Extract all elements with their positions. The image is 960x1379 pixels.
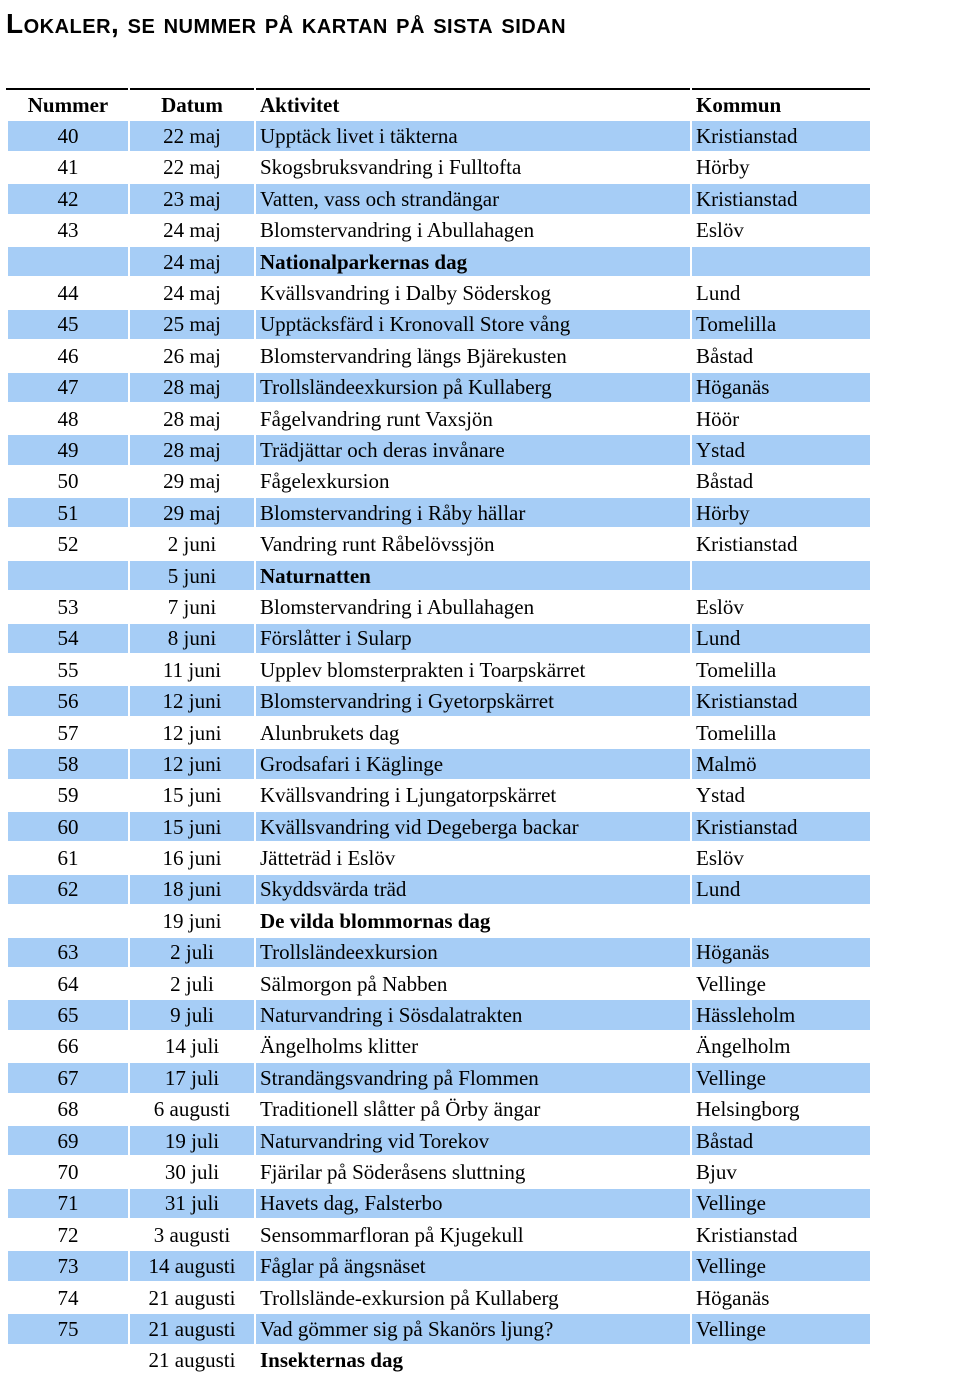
- cell-aktivitet: Naturvandring vid Torekov: [255, 1125, 691, 1156]
- cell-aktivitet: Kvällsvandring i Ljungatorpskärret: [255, 780, 691, 811]
- cell-aktivitet: Blomstervandring i Råby hällar: [255, 497, 691, 528]
- table-row: [7, 1219, 871, 1250]
- cell-datum: 9 juli: [129, 999, 255, 1030]
- cell-nummer: 49: [7, 434, 129, 465]
- cell-kommun: Båstad: [691, 466, 871, 497]
- cell-nummer: 63: [7, 937, 129, 968]
- cell-kommun: Höganäs: [691, 1282, 871, 1313]
- cell-aktivitet: Blomstervandring i Gyetorpskärret: [255, 685, 691, 716]
- table-row: [7, 152, 871, 183]
- table-row: [7, 183, 871, 214]
- cell-aktivitet: Havets dag, Falsterbo: [255, 1188, 691, 1219]
- cell-kommun: Höganäs: [691, 372, 871, 403]
- cell-nummer: 43: [7, 215, 129, 246]
- cell-datum: 16 juni: [129, 842, 255, 873]
- cell-datum: 28 maj: [129, 434, 255, 465]
- cell-kommun: Tomelilla: [691, 654, 871, 685]
- table-row: [7, 560, 871, 591]
- cell-datum: 12 juni: [129, 717, 255, 748]
- cell-datum: 11 juni: [129, 654, 255, 685]
- cell-kommun: Lund: [691, 623, 871, 654]
- cell-nummer: 54: [7, 623, 129, 654]
- cell-nummer: [7, 560, 129, 591]
- table-row: [7, 717, 871, 748]
- cell-nummer: 41: [7, 152, 129, 183]
- cell-nummer: 48: [7, 403, 129, 434]
- cell-aktivitet: Traditionell slåtter på Örby ängar: [255, 1094, 691, 1125]
- cell-aktivitet: Ängelholms klitter: [255, 1031, 691, 1062]
- table-row: [7, 874, 871, 905]
- cell-kommun: Höganäs: [691, 937, 871, 968]
- cell-aktivitet: Blomstervandring i Abullahagen: [255, 591, 691, 622]
- cell-kommun: Kristianstad: [691, 120, 871, 151]
- cell-aktivitet: Fjärilar på Söderåsens sluttning: [255, 1156, 691, 1187]
- cell-nummer: 74: [7, 1282, 129, 1313]
- cell-kommun: Ängelholm: [691, 1031, 871, 1062]
- cell-aktivitet: Vandring runt Råbelövssjön: [255, 528, 691, 559]
- cell-nummer: 58: [7, 748, 129, 779]
- cell-datum: 6 augusti: [129, 1094, 255, 1125]
- cell-datum: 29 maj: [129, 466, 255, 497]
- cell-datum: 15 juni: [129, 811, 255, 842]
- cell-aktivitet: Trollslände-exkursion på Kullaberg: [255, 1282, 691, 1313]
- cell-aktivitet: Fåglar på ängsnäset: [255, 1250, 691, 1281]
- table-row: [7, 1125, 871, 1156]
- cell-kommun: Kristianstad: [691, 685, 871, 716]
- cell-kommun: Eslöv: [691, 842, 871, 873]
- cell-datum: 7 juni: [129, 591, 255, 622]
- cell-nummer: 59: [7, 780, 129, 811]
- cell-datum: 8 juni: [129, 623, 255, 654]
- cell-aktivitet: Upptäcksfärd i Kronovall Store vång: [255, 309, 691, 340]
- table-row: [7, 685, 871, 716]
- cell-nummer: 69: [7, 1125, 129, 1156]
- cell-datum: 12 juni: [129, 685, 255, 716]
- cell-aktivitet: Insekternas dag: [255, 1345, 691, 1376]
- cell-aktivitet: De vilda blommornas dag: [255, 905, 691, 936]
- cell-nummer: 44: [7, 277, 129, 308]
- table-row: [7, 1250, 871, 1281]
- table-row: [7, 1313, 871, 1344]
- cell-nummer: 61: [7, 842, 129, 873]
- cell-kommun: Ystad: [691, 434, 871, 465]
- cell-kommun: Kristianstad: [691, 1219, 871, 1250]
- cell-aktivitet: Upplev blomsterprakten i Toarpskärret: [255, 654, 691, 685]
- cell-aktivitet: Skyddsvärda träd: [255, 874, 691, 905]
- cell-aktivitet: Sensommarfloran på Kjugekull: [255, 1219, 691, 1250]
- table-row: [7, 842, 871, 873]
- table-row: [7, 528, 871, 559]
- header-aktivitet: Aktivitet: [255, 89, 691, 120]
- table-row: [7, 937, 871, 968]
- cell-datum: 2 juli: [129, 937, 255, 968]
- table-row: [7, 905, 871, 936]
- cell-datum: 22 maj: [129, 120, 255, 151]
- table-row: [7, 309, 871, 340]
- cell-aktivitet: Strandängsvandring på Flommen: [255, 1062, 691, 1093]
- cell-aktivitet: Kvällsvandring vid Degeberga backar: [255, 811, 691, 842]
- cell-kommun: [691, 560, 871, 591]
- table-row: [7, 999, 871, 1030]
- cell-datum: 2 juli: [129, 968, 255, 999]
- cell-aktivitet: Blomstervandring längs Bjärekusten: [255, 340, 691, 371]
- cell-aktivitet: Fågelexkursion: [255, 466, 691, 497]
- cell-kommun: Lund: [691, 874, 871, 905]
- cell-datum: 14 juli: [129, 1031, 255, 1062]
- cell-nummer: 70: [7, 1156, 129, 1187]
- table-row: [7, 780, 871, 811]
- table-row: [7, 434, 871, 465]
- cell-aktivitet: Jätteträd i Eslöv: [255, 842, 691, 873]
- cell-nummer: 42: [7, 183, 129, 214]
- cell-datum: 2 juni: [129, 528, 255, 559]
- cell-kommun: Kristianstad: [691, 528, 871, 559]
- cell-datum: 19 juli: [129, 1125, 255, 1156]
- cell-datum: 17 juli: [129, 1062, 255, 1093]
- cell-datum: 5 juni: [129, 560, 255, 591]
- cell-nummer: 62: [7, 874, 129, 905]
- cell-nummer: 71: [7, 1188, 129, 1219]
- cell-kommun: [691, 1345, 871, 1376]
- table-row: [7, 277, 871, 308]
- cell-nummer: [7, 1345, 129, 1376]
- cell-kommun: Båstad: [691, 1125, 871, 1156]
- cell-kommun: Tomelilla: [691, 717, 871, 748]
- cell-aktivitet: Skogsbruksvandring i Fulltofta: [255, 152, 691, 183]
- cell-aktivitet: Upptäck livet i täkterna: [255, 120, 691, 151]
- cell-aktivitet: Alunbrukets dag: [255, 717, 691, 748]
- cell-aktivitet: Vad gömmer sig på Skanörs ljung?: [255, 1313, 691, 1344]
- table-row: [7, 372, 871, 403]
- table-row: [7, 246, 871, 277]
- cell-aktivitet: Blomstervandring i Abullahagen: [255, 215, 691, 246]
- table-row: [7, 1156, 871, 1187]
- cell-datum: 26 maj: [129, 340, 255, 371]
- cell-kommun: Bjuv: [691, 1156, 871, 1187]
- cell-datum: 31 juli: [129, 1188, 255, 1219]
- cell-nummer: [7, 246, 129, 277]
- cell-datum: 28 maj: [129, 403, 255, 434]
- table-row: [7, 120, 871, 151]
- cell-datum: 24 maj: [129, 246, 255, 277]
- cell-kommun: Lund: [691, 277, 871, 308]
- cell-kommun: Eslöv: [691, 215, 871, 246]
- cell-aktivitet: Trollsländeexkursion på Kullaberg: [255, 372, 691, 403]
- cell-nummer: 57: [7, 717, 129, 748]
- cell-kommun: Kristianstad: [691, 811, 871, 842]
- cell-nummer: 72: [7, 1219, 129, 1250]
- cell-kommun: [691, 246, 871, 277]
- cell-nummer: 50: [7, 466, 129, 497]
- cell-nummer: 75: [7, 1313, 129, 1344]
- cell-datum: 21 augusti: [129, 1282, 255, 1313]
- cell-kommun: Höör: [691, 403, 871, 434]
- cell-nummer: 46: [7, 340, 129, 371]
- cell-datum: 21 augusti: [129, 1345, 255, 1376]
- cell-kommun: Hörby: [691, 152, 871, 183]
- cell-nummer: 66: [7, 1031, 129, 1062]
- cell-datum: 24 maj: [129, 215, 255, 246]
- cell-kommun: Tomelilla: [691, 309, 871, 340]
- cell-kommun: Hässleholm: [691, 999, 871, 1030]
- table-row: [7, 654, 871, 685]
- cell-kommun: Vellinge: [691, 1062, 871, 1093]
- cell-aktivitet: Nationalparkernas dag: [255, 246, 691, 277]
- events-table: [6, 88, 872, 1377]
- cell-datum: 3 augusti: [129, 1219, 255, 1250]
- cell-kommun: Ystad: [691, 780, 871, 811]
- cell-datum: 18 juni: [129, 874, 255, 905]
- header-nummer: Nummer: [7, 89, 129, 120]
- page-title: Lokaler, se nummer på kartan på sista sidan: [6, 8, 567, 39]
- table-row: [7, 748, 871, 779]
- cell-datum: 30 juli: [129, 1156, 255, 1187]
- table-row: [7, 497, 871, 528]
- cell-datum: 29 maj: [129, 497, 255, 528]
- cell-kommun: Vellinge: [691, 1250, 871, 1281]
- cell-kommun: Vellinge: [691, 968, 871, 999]
- table-row: [7, 968, 871, 999]
- cell-nummer: 47: [7, 372, 129, 403]
- cell-nummer: 40: [7, 120, 129, 151]
- cell-aktivitet: Trollsländeexkursion: [255, 937, 691, 968]
- cell-nummer: 64: [7, 968, 129, 999]
- table-row: [7, 1188, 871, 1219]
- table-row: [7, 623, 871, 654]
- cell-datum: 15 juni: [129, 780, 255, 811]
- cell-aktivitet: Kvällsvandring i Dalby Söderskog: [255, 277, 691, 308]
- cell-nummer: 68: [7, 1094, 129, 1125]
- table-row: [7, 1345, 871, 1376]
- cell-kommun: Eslöv: [691, 591, 871, 622]
- cell-nummer: 55: [7, 654, 129, 685]
- cell-aktivitet: Naturvandring i Sösdalatrakten: [255, 999, 691, 1030]
- cell-nummer: 51: [7, 497, 129, 528]
- cell-aktivitet: Förslåtter i Sularp: [255, 623, 691, 654]
- cell-nummer: 73: [7, 1250, 129, 1281]
- cell-aktivitet: Naturnatten: [255, 560, 691, 591]
- cell-kommun: Kristianstad: [691, 183, 871, 214]
- cell-nummer: 67: [7, 1062, 129, 1093]
- cell-kommun: Helsingborg: [691, 1094, 871, 1125]
- cell-nummer: 52: [7, 528, 129, 559]
- cell-aktivitet: Sälmorgon på Nabben: [255, 968, 691, 999]
- table-body: [7, 120, 871, 1376]
- table-row: [7, 1282, 871, 1313]
- cell-nummer: 53: [7, 591, 129, 622]
- cell-nummer: 45: [7, 309, 129, 340]
- cell-nummer: 60: [7, 811, 129, 842]
- cell-datum: 28 maj: [129, 372, 255, 403]
- cell-kommun: Vellinge: [691, 1188, 871, 1219]
- cell-datum: 23 maj: [129, 183, 255, 214]
- cell-datum: 21 augusti: [129, 1313, 255, 1344]
- cell-datum: 19 juni: [129, 905, 255, 936]
- cell-nummer: [7, 905, 129, 936]
- cell-datum: 24 maj: [129, 277, 255, 308]
- cell-nummer: 56: [7, 685, 129, 716]
- cell-datum: 22 maj: [129, 152, 255, 183]
- cell-kommun: Vellinge: [691, 1313, 871, 1344]
- cell-datum: 12 juni: [129, 748, 255, 779]
- table-row: [7, 591, 871, 622]
- cell-kommun: Hörby: [691, 497, 871, 528]
- table-row: [7, 1094, 871, 1125]
- cell-nummer: 65: [7, 999, 129, 1030]
- cell-aktivitet: Vatten, vass och strandängar: [255, 183, 691, 214]
- table-row: [7, 811, 871, 842]
- header-datum: Datum: [129, 89, 255, 120]
- table-row: [7, 466, 871, 497]
- cell-kommun: Båstad: [691, 340, 871, 371]
- table-row: [7, 403, 871, 434]
- cell-aktivitet: Fågelvandring runt Vaxsjön: [255, 403, 691, 434]
- table-row: [7, 1062, 871, 1093]
- cell-aktivitet: Grodsafari i Käglinge: [255, 748, 691, 779]
- table-header-row: [7, 89, 871, 120]
- header-kommun: Kommun: [691, 89, 871, 120]
- cell-kommun: Malmö: [691, 748, 871, 779]
- cell-datum: 25 maj: [129, 309, 255, 340]
- table-row: [7, 340, 871, 371]
- cell-kommun: [691, 905, 871, 936]
- cell-datum: 14 augusti: [129, 1250, 255, 1281]
- cell-aktivitet: Trädjättar och deras invånare: [255, 434, 691, 465]
- table-row: [7, 1031, 871, 1062]
- table-row: [7, 215, 871, 246]
